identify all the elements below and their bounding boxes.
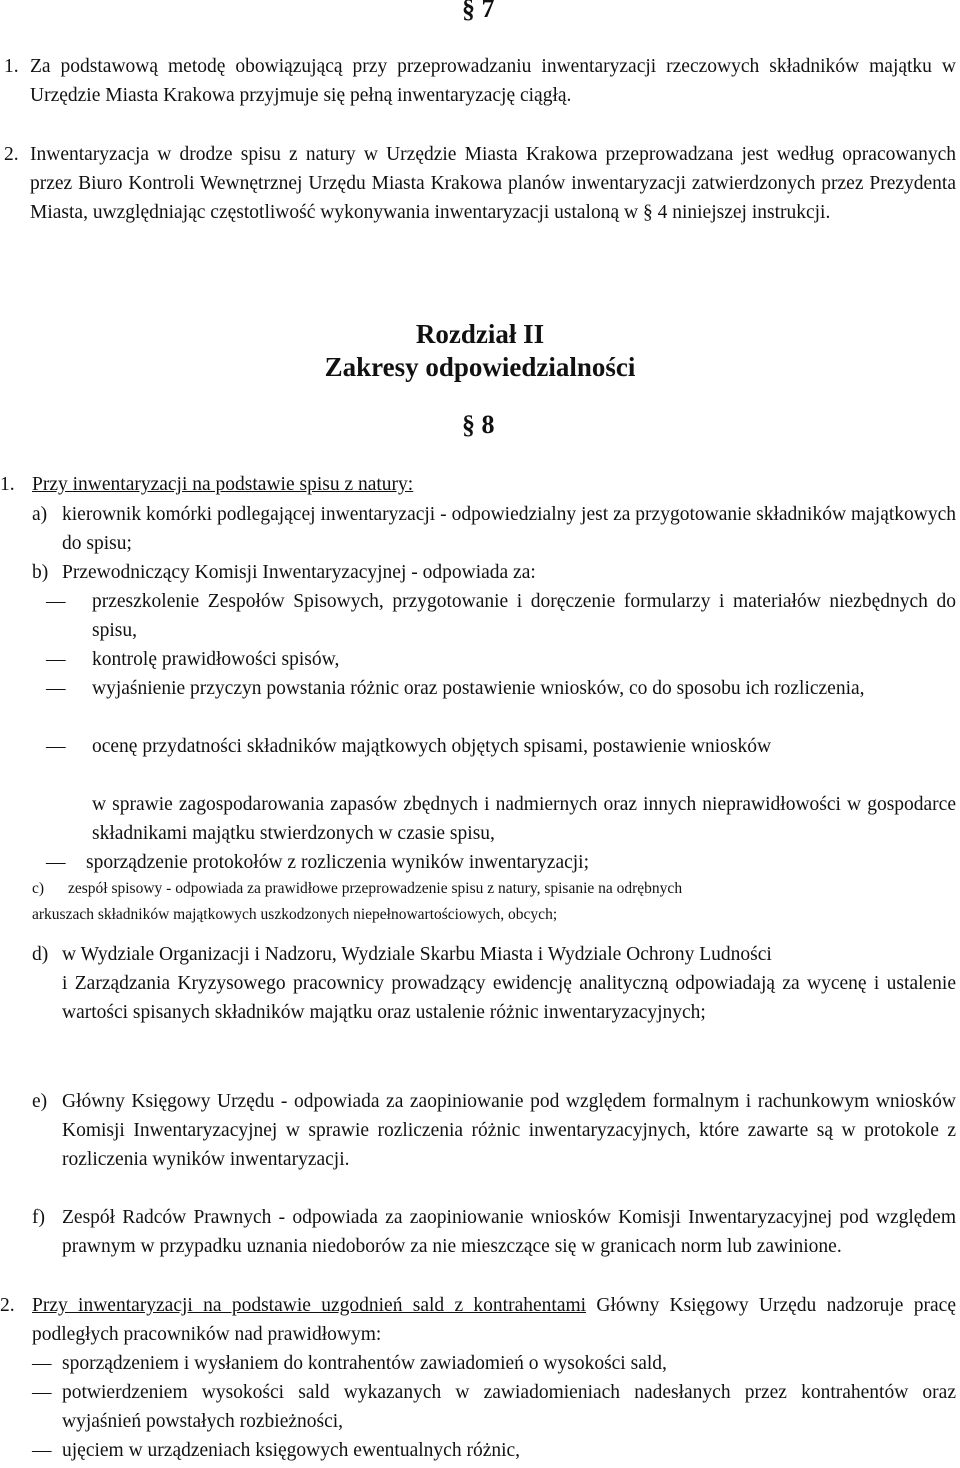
item-text-line2: i Zarządzania Kryzysowego pracownicy prowadzący ewidencję analityczną odpowiadają za wycenę i ustalenie wartości spisanych składników majątku oraz ustalenie różnic inwentaryzacyjnych;	[62, 973, 956, 1023]
item-label: f)	[32, 1207, 45, 1228]
chapter-subtitle: Zakresy odpowiedzialności	[324, 352, 636, 382]
item-label: b)	[32, 562, 49, 583]
item-text: kierownik komórki podlegającej inwentaryzacji - odpowiedzialny jest za przygotowanie składników majątkowych do spisu;	[62, 504, 956, 554]
item-text: Zespół Radców Prawnych - odpowiada za zaopiniowanie wniosków Komisji Inwentaryzacyjnej pod względem prawnym w przypadku uznania niedoborów za nie mieszczące się w granicach norm lub zawinione.	[62, 1207, 956, 1257]
item-label: c)	[32, 880, 45, 897]
item-text: Przewodniczący Komisji Inwentaryzacyjnej - odpowiada za:	[62, 562, 536, 583]
item-e	[0, 1087, 960, 1174]
item-f	[0, 1203, 960, 1261]
section-7-symbol: § 7	[462, 0, 495, 23]
item-label: d)	[32, 944, 49, 965]
item-rest: Główny Księgowy Urzędu nadzoruje pracę podległych pracowników nad prawidłowym:	[32, 1295, 956, 1345]
item-text-line2: arkuszach składników majątkowych uszkodzonych niepełnowartościowych, obcych;	[32, 906, 558, 923]
item-underlined: Przy inwentaryzacji na podstawie uzgodnień sald z kontrahentami	[32, 1295, 587, 1316]
item-text	[32, 1291, 956, 1349]
item-heading: Przy inwentaryzacji na podstawie spisu z natury:	[32, 474, 414, 495]
item-c	[32, 876, 932, 928]
section7-item-2	[0, 140, 960, 227]
item-label: e)	[32, 1091, 48, 1112]
dash-item: — potwierdzeniem wysokości sald wykazanych w zawiadomieniach nadesłanych przez kontrahentów oraz wyjaśnień powstałych rozbieżności,	[32, 1382, 956, 1432]
dash-item: — sporządzenie protokołów z rozliczenia wyników inwentaryzacji;	[46, 852, 590, 873]
item-label: a)	[32, 504, 48, 525]
item-number: 1.	[0, 474, 15, 495]
section-8-symbol: § 8	[462, 410, 495, 439]
item-d	[0, 940, 960, 1027]
dash-item: — sporządzeniem i wysłaniem do kontrahentów zawiadomień o wysokości sald,	[32, 1353, 667, 1374]
section8-item-2	[0, 1291, 960, 1349]
dash-item: — ujęciem w urządzeniach księgowych ewentualnych różnic,	[32, 1440, 521, 1461]
section8-item-1-heading	[0, 470, 960, 499]
item-number: 2.	[0, 1295, 15, 1316]
dash-continuation: w sprawie zagospodarowania zapasów zbędnych i nadmiernych oraz innych nieprawidłowości w gospodarce składnikami majątku stwierdzonych w czasie spisu,	[92, 794, 956, 844]
dash-item: — ocenę przydatności składników majątkowych objętych spisami, postawienie wniosków	[46, 736, 772, 757]
chapter-title: Rozdział II	[415, 319, 545, 349]
item-a	[0, 500, 960, 558]
item-number: 1.	[4, 56, 19, 77]
item-b	[0, 558, 960, 587]
dash-item: — wyjaśnienie przyczyn powstania różnic oraz postawienie wniosków, co do sposobu ich rozliczenia,	[46, 678, 865, 699]
dash-item: — przeszkolenie Zespołów Spisowych, przygotowanie i doręczenie formularzy i materiałów niezbędnych do spisu,	[46, 591, 956, 641]
item-text-line1: w Wydziale Organizacji i Nadzoru, Wydziale Skarbu Miasta i Wydziale Ochrony Ludności	[62, 944, 772, 965]
item-text: Główny Księgowy Urzędu - odpowiada za zaopiniowanie pod względem formalnym i rachunkowym wniosków Komisji Inwentaryzacyjnej w sprawie rozliczenia różnic inwentaryzacyjnych, które zawarte są w protokole z rozliczenia wyników inwentaryzacji.	[62, 1091, 956, 1170]
dash-item: — kontrolę prawidłowości spisów,	[46, 649, 340, 670]
section7-item-1	[0, 52, 960, 110]
item-text-line1: zespół spisowy - odpowiada za prawidłowe przeprowadzenie spisu z natury, spisanie na odrębnych	[68, 880, 683, 897]
item-text: Inwentaryzacja w drodze spisu z natury w Urzędzie Miasta Krakowa przeprowadzana jest według opracowanych przez Biuro Kontroli Wewnętrznej Urzędu Miasta Krakowa planów inwentaryzacji zatwierdzonych przez Prezydenta Miasta, uwzględniając częstotliwość wykonywania inwentaryzacji ustaloną w § 4 niniejszej instrukcji.	[30, 144, 956, 223]
item-number: 2.	[4, 144, 19, 165]
item-text: Za podstawową metodę obowiązującą przy przeprowadzaniu inwentaryzacji rzeczowych składników majątku w Urzędzie Miasta Krakowa przyjmuje się pełną inwentaryzację ciągłą.	[30, 56, 956, 106]
